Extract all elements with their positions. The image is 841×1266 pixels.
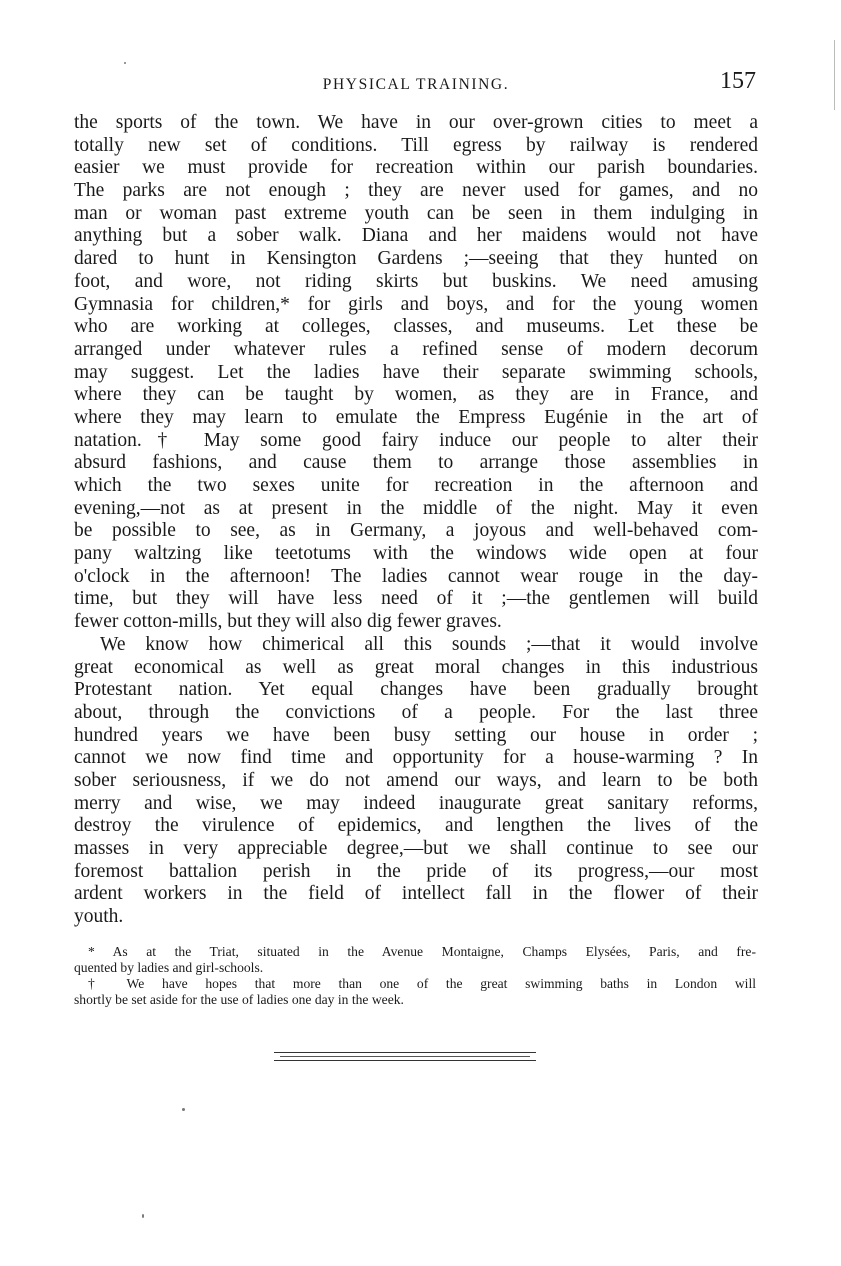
body-line: youth. <box>74 906 124 928</box>
page-number: 157 <box>720 68 756 94</box>
body-line: the sports of the town. We have in our over-grown cities to meet a <box>74 112 758 133</box>
body-line: masses in very appreciable degree,—but we shall continue to see our <box>74 838 758 859</box>
end-rule-ornament <box>274 1052 536 1061</box>
body-line: who are working at colleges, classes, and museums. Let these be <box>74 316 758 338</box>
body-line: dared to hunt in Kensington Gardens ;—seeing that they hunted on <box>74 248 758 270</box>
body-line: time, but they will have less need of it ;—the gentlemen will build <box>74 588 758 610</box>
print-speck <box>182 1108 185 1111</box>
body-line: be possible to see, as in Germany, a joyous and well-behaved com- <box>74 520 758 542</box>
body-line: sober seriousness, if we do not amend our ways, and learn to be both <box>74 769 758 791</box>
body-line: about, through the convictions of a people. For the last three <box>74 701 758 723</box>
body-line: arranged under whatever rules a refined sense of modern decorum <box>74 338 758 360</box>
footnote-line: * As at the Triat, situated in the Avenue Montaigne, Champs Elysées, Paris, and fre- <box>88 944 756 959</box>
body-line: which the two sexes unite for recreation in the afternoon and <box>74 475 758 496</box>
body-line: anything but a sober walk. Diana and her maidens would not have <box>74 225 758 247</box>
footnote-line: † We have hopes that more than one of the great swimming baths in London will <box>88 976 756 991</box>
body-line: Protestant nation. Yet equal changes have been gradually brought <box>74 679 758 701</box>
body-line: The parks are not enough ; they are never used for games, and no <box>74 180 758 202</box>
page-edge-line <box>834 40 835 110</box>
body-line: where they may learn to emulate the Empress Eugénie in the art of <box>74 406 758 428</box>
footnote-line: quented by ladies and girl-schools. <box>74 960 264 975</box>
running-title: PHYSICAL TRAINING. <box>322 76 510 93</box>
body-line: where they can be taught by women, as they are in France, and <box>74 384 758 406</box>
body-line: merry and wise, we may indeed inaugurate great sanitary reforms, <box>74 792 758 814</box>
footnote-line: shortly be set aside for the use of ladies one day in the week. <box>74 992 404 1007</box>
body-line: easier we must provide for recreation within our parish boundaries. <box>74 157 758 179</box>
body-line: natation.† May some good fairy induce our people to alter their <box>74 429 758 451</box>
body-line: may suggest. Let the ladies have their separate swimming schools, <box>74 361 758 383</box>
body-line: ardent workers in the field of intellect fall in the flower of their <box>74 883 758 905</box>
body-line: foremost battalion perish in the pride of its progress,—our most <box>74 860 758 882</box>
body-line: fewer cotton-mills, but they will also dig fewer graves. <box>74 611 502 633</box>
body-line: man or woman past extreme youth can be seen in them indulging in <box>74 202 758 224</box>
body-line: totally new set of conditions. Till egress by railway is rendered <box>74 134 758 156</box>
body-line: absurd fashions, and cause them to arrange those assemblies in <box>74 452 758 474</box>
body-line: o'clock in the afternoon! The ladies cannot wear rouge in the day- <box>74 565 758 587</box>
footnotes <box>74 944 756 1008</box>
body-line: Gymnasia for children,* for girls and boys, and for the young women <box>74 293 758 315</box>
body-text <box>74 112 758 929</box>
body-line: pany waltzing like teetotums with the windows wide open at four <box>74 543 758 565</box>
print-speck <box>124 62 126 64</box>
body-line: destroy the virulence of epidemics, and lengthen the lives of the <box>74 815 758 837</box>
body-line: foot, and wore, not riding skirts but buskins. We need amusing <box>74 270 758 292</box>
body-line: evening,—not as at present in the middle of the night. May it even <box>74 497 758 519</box>
body-line: cannot we now find time and opportunity for a house-warming ? In <box>74 747 758 769</box>
paragraph-first-line: We know how chimerical all this sounds ;—that it would involve <box>100 633 758 655</box>
body-line: hundred years we have been busy setting our house in order ; <box>74 724 758 746</box>
print-speck <box>142 1214 144 1218</box>
body-line: great economical as well as great moral changes in this industrious <box>74 656 758 678</box>
running-head <box>74 68 758 98</box>
